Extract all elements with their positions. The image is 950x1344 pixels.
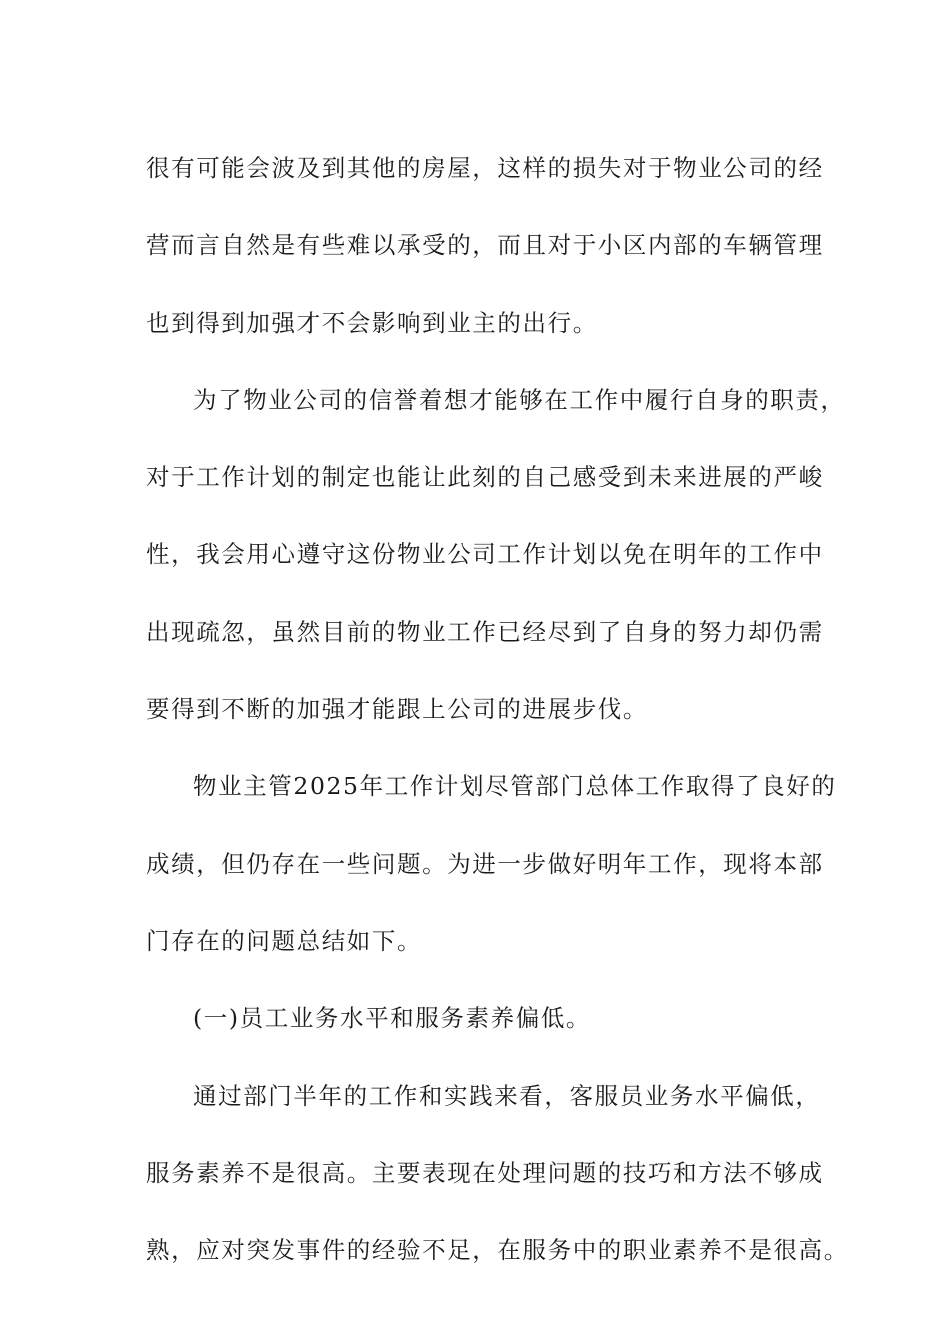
text-line: 性，我会用心遵守这份物业公司工作计划以免在明年的工作中 xyxy=(146,540,824,569)
paragraph-first-line: 通过部门半年的工作和实践来看，客服员业务水平偏低， xyxy=(193,1081,821,1110)
text-line: 要得到不断的加强才能跟上公司的进展步伐。 xyxy=(146,695,648,724)
text-line: 熟，应对突发事件的经验不足，在服务中的职业素养不是很高。 xyxy=(146,1236,849,1265)
body-text xyxy=(146,130,849,1289)
text-line: 成绩，但仍存在一些问题。为进一步做好明年工作，现将本部 xyxy=(146,849,824,878)
text-line: 门存在的问题总结如下。 xyxy=(146,926,423,955)
text-line: 也到得到加强才不会影响到业主的出行。 xyxy=(146,308,598,337)
text-line: 出现疏忽，虽然目前的物业工作已经尽到了自身的努力却仍需 xyxy=(146,617,824,646)
text-line: 服务素养不是很高。主要表现在处理问题的技巧和方法不够成 xyxy=(146,1158,824,1187)
text-line: 很有可能会波及到其他的房屋，这样的损失对于物业公司的经 xyxy=(146,154,824,182)
text-line: 对于工作计划的制定也能让此刻的自己感受到未来进展的严峻 xyxy=(146,463,824,492)
paragraph-first-line: 为了物业公司的信誉着想才能够在工作中履行自身的职责， xyxy=(193,385,846,414)
section-heading: (一)员工业务水平和服务素养偏低。 xyxy=(193,1004,592,1033)
paragraph-first-line: 物业主管2025年工作计划尽管部门总体工作取得了良好的 xyxy=(193,772,837,801)
text-line: 营而言自然是有些难以承受的，而且对于小区内部的车辆管理 xyxy=(146,231,824,260)
